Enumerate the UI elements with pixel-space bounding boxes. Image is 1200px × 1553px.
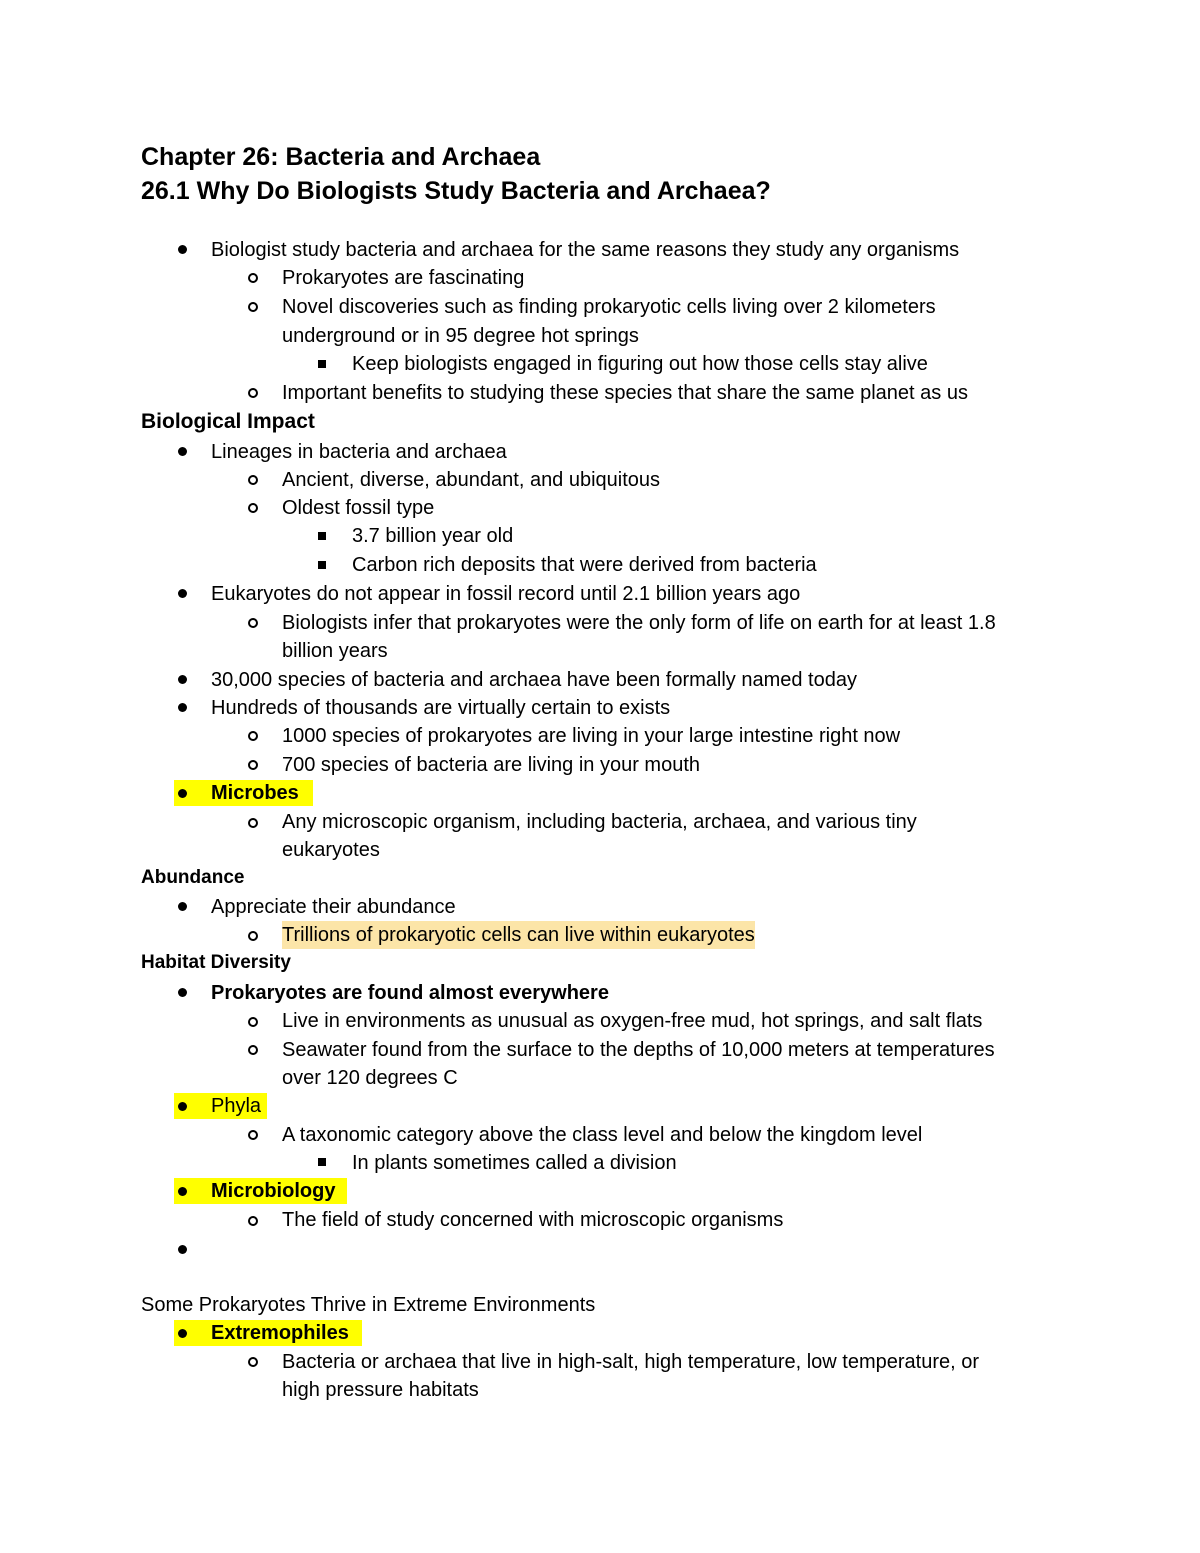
bullet-circle [248, 388, 258, 398]
heading-extreme-environments: Some Prokaryotes Thrive in Extreme Environments [141, 1294, 596, 1316]
bullet-square [318, 1158, 326, 1166]
heading-biological-impact: Biological Impact [141, 410, 315, 433]
list-item: Biologists infer that prokaryotes were the only form of life on earth for at least 1.8 [282, 612, 996, 634]
list-item: 3.7 billion year old [352, 525, 514, 547]
bullet-circle [248, 503, 258, 513]
bullet-disc [178, 1102, 187, 1111]
bullet-circle [248, 760, 258, 770]
list-item: The field of study concerned with microscopic organisms [282, 1209, 784, 1231]
list-item: Carbon rich deposits that were derived from bacteria [352, 554, 817, 576]
list-item-bold: Prokaryotes are found almost everywhere [211, 982, 609, 1004]
list-item-continuation: over 120 degrees C [282, 1067, 458, 1089]
list-item: Seawater found from the surface to the depths of 10,000 meters at temperatures [282, 1039, 995, 1061]
heading-habitat-diversity: Habitat Diversity [141, 952, 291, 973]
list-item: Keep biologists engaged in figuring out how those cells stay alive [352, 353, 928, 375]
list-item: Hundreds of thousands are virtually certain to exists [211, 697, 671, 719]
list-item: Prokaryotes are fascinating [282, 267, 525, 289]
list-item-continuation: billion years [282, 640, 388, 662]
bullet-disc [178, 1187, 187, 1196]
bullet-disc [178, 1329, 187, 1338]
term-microbiology: Microbiology [211, 1180, 336, 1202]
bullet-circle [248, 1357, 258, 1367]
bullet-circle [248, 475, 258, 485]
list-item: A taxonomic category above the class level and below the kingdom level [282, 1124, 923, 1146]
list-item: Ancient, diverse, abundant, and ubiquitous [282, 469, 661, 491]
bullet-disc [178, 902, 187, 911]
term-phyla: Phyla [211, 1095, 262, 1117]
list-item-continuation: high pressure habitats [282, 1379, 479, 1401]
bullet-disc [178, 245, 187, 254]
bullet-circle [248, 818, 258, 828]
list-item-continuation: eukaryotes [282, 839, 380, 861]
bullet-circle [248, 1216, 258, 1226]
bullet-circle [248, 273, 258, 283]
bullet-disc [178, 447, 187, 456]
bullet-circle [248, 931, 258, 941]
list-item: 1000 species of prokaryotes are living in your large intestine right now [282, 725, 901, 747]
list-item: Important benefits to studying these species that share the same planet as us [282, 382, 968, 404]
chapter-title: Chapter 26: Bacteria and Archaea [141, 143, 541, 171]
list-item: In plants sometimes called a division [352, 1152, 677, 1174]
list-item: Novel discoveries such as finding prokaryotic cells living over 2 kilometers [282, 296, 936, 318]
bullet-square [318, 532, 326, 540]
list-item: Biologist study bacteria and archaea for the same reasons they study any organisms [211, 239, 960, 261]
heading-abundance: Abundance [141, 867, 245, 888]
list-item: Live in environments as unusual as oxygen-free mud, hot springs, and salt flats [282, 1010, 983, 1032]
list-item: Bacteria or archaea that live in high-salt, high temperature, low temperature, or [282, 1351, 980, 1373]
list-item: Lineages in bacteria and archaea [211, 441, 507, 463]
term-extremophiles: Extremophiles [211, 1322, 349, 1344]
bullet-circle [248, 1130, 258, 1140]
list-item: 700 species of bacteria are living in your mouth [282, 754, 701, 776]
bullet-disc [178, 988, 187, 997]
list-item: 30,000 species of bacteria and archaea have been formally named today [211, 669, 857, 691]
list-item: Any microscopic organism, including bacteria, archaea, and various tiny [282, 811, 917, 833]
list-item-continuation: underground or in 95 degree hot springs [282, 325, 639, 347]
highlighted-list-item: Trillions of prokaryotic cells can live within eukaryotes [282, 921, 755, 949]
bullet-circle [248, 1017, 258, 1027]
section-title: 26.1 Why Do Biologists Study Bacteria and Archaea? [141, 177, 771, 205]
bullet-disc [178, 703, 187, 712]
bullet-circle [248, 618, 258, 628]
list-item: Oldest fossil type [282, 497, 435, 519]
bullet-disc-empty-item [178, 1245, 187, 1254]
bullet-disc [178, 675, 187, 684]
bullet-circle [248, 302, 258, 312]
bullet-circle [248, 731, 258, 741]
bullet-disc [178, 589, 187, 598]
list-item: Appreciate their abundance [211, 896, 456, 918]
bullet-square [318, 360, 326, 368]
term-microbes: Microbes [211, 782, 299, 804]
list-item: Eukaryotes do not appear in fossil record until 2.1 billion years ago [211, 583, 801, 605]
bullet-circle [248, 1045, 258, 1055]
bullet-disc [178, 789, 187, 798]
bullet-square [318, 561, 326, 569]
